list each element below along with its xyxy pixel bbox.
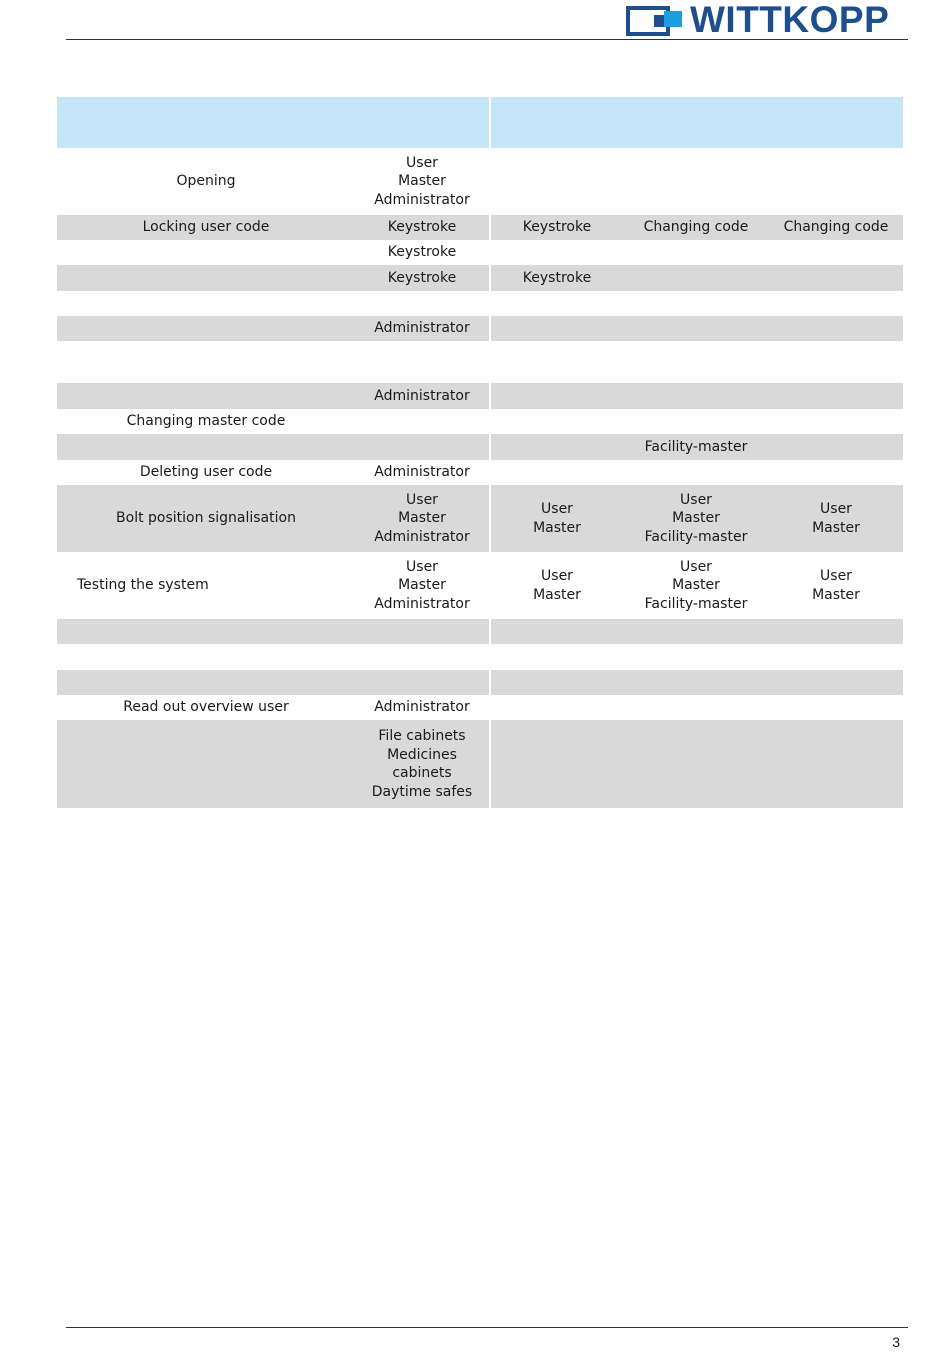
table-row	[57, 316, 903, 341]
table-row	[57, 644, 903, 670]
table-cell	[490, 148, 623, 215]
table-cell	[490, 670, 623, 695]
table-cell	[355, 552, 490, 619]
cell-line: cabinets	[392, 765, 452, 781]
table-row	[57, 215, 903, 240]
table-row	[57, 695, 903, 720]
table-cell	[490, 316, 623, 341]
table-cell	[490, 695, 623, 720]
cell-line: Changing code	[783, 219, 889, 236]
cell-line: Administrator	[374, 191, 470, 208]
cell-line: Master	[398, 510, 446, 527]
table-cell	[355, 215, 490, 240]
table-cell	[355, 434, 490, 460]
table-cell	[769, 316, 903, 341]
feature-table	[57, 97, 904, 808]
cell-line: User	[406, 154, 438, 171]
table-cell	[355, 291, 490, 316]
table-cell	[355, 720, 490, 808]
row-label	[57, 316, 355, 341]
cell-line: Administrator	[374, 320, 470, 337]
cell-line: Administrator	[374, 528, 470, 545]
table-cell	[623, 341, 769, 383]
row-label	[57, 644, 355, 670]
table-cell	[623, 460, 769, 485]
table-cell	[623, 552, 769, 619]
table-cell	[769, 341, 903, 383]
row-label-text: Deleting user code	[139, 464, 273, 481]
cell-line: Administrator	[374, 387, 470, 404]
row-label	[57, 434, 355, 460]
table-cell	[355, 695, 490, 720]
table-row	[57, 460, 903, 485]
row-label-text: Opening	[176, 173, 236, 190]
header-cell	[57, 97, 355, 148]
table-cell	[623, 695, 769, 720]
table-row	[57, 291, 903, 316]
row-label	[57, 215, 355, 240]
header-cell	[623, 97, 769, 148]
table-row	[57, 720, 903, 808]
table-cell	[355, 148, 490, 215]
cell-line: User	[820, 568, 852, 584]
cell-line: Keystroke	[522, 269, 592, 286]
table-cell	[769, 240, 903, 265]
table-cell	[490, 720, 623, 808]
table-cell	[490, 383, 623, 409]
row-label	[57, 720, 355, 808]
header-rule	[66, 39, 908, 40]
logo-text: WITTKOPP	[690, 0, 890, 40]
table-cell	[490, 460, 623, 485]
cell-line: Master	[398, 577, 446, 594]
cell-line: Keystroke	[387, 219, 457, 236]
table-row	[57, 485, 903, 552]
table-cell	[769, 644, 903, 670]
table-cell	[623, 265, 769, 291]
cell-line: Keystroke	[522, 219, 592, 236]
header-cell	[490, 97, 623, 148]
table-cell	[769, 215, 903, 240]
page-number: 3	[892, 1334, 900, 1350]
cell-line: User	[820, 501, 852, 517]
cell-line: Master	[533, 519, 581, 536]
table-cell	[355, 460, 490, 485]
table-cell	[769, 460, 903, 485]
table-cell	[623, 215, 769, 240]
cell-line: Master	[812, 586, 860, 603]
row-label	[57, 670, 355, 695]
table-cell	[623, 409, 769, 434]
table-cell	[490, 291, 623, 316]
cell-line: User	[541, 568, 573, 584]
table-cell	[769, 670, 903, 695]
table-cell	[490, 552, 623, 619]
table-cell	[490, 215, 623, 240]
table-cell	[623, 316, 769, 341]
table-cell	[769, 720, 903, 808]
table-cell	[355, 383, 490, 409]
cell-line: User	[406, 558, 438, 575]
row-label-text: Locking user code	[142, 219, 270, 236]
table-cell	[355, 240, 490, 265]
cell-line: Master	[398, 173, 446, 190]
cell-line: User	[680, 491, 712, 508]
table-row	[57, 552, 903, 619]
row-label	[57, 240, 355, 265]
table-row	[57, 383, 903, 409]
table-cell	[490, 409, 623, 434]
table-row	[57, 434, 903, 460]
logo-mark-icon	[626, 6, 682, 36]
footer-rule	[66, 1327, 908, 1328]
table-row	[57, 148, 903, 215]
cell-line: Facility-master	[644, 438, 748, 455]
cell-line: File cabinets	[378, 728, 466, 744]
table-cell	[623, 434, 769, 460]
cell-line: Administrator	[374, 595, 470, 612]
table-cell	[355, 409, 490, 434]
cell-line: Daytime safes	[371, 783, 473, 800]
table-cell	[769, 409, 903, 434]
table-cell	[623, 383, 769, 409]
row-label	[57, 409, 355, 434]
table-row	[57, 341, 903, 383]
table-cell	[623, 485, 769, 552]
cell-line: Facility-master	[644, 595, 748, 612]
table-cell	[490, 341, 623, 383]
row-label-text: Bolt position signalisation	[116, 510, 296, 527]
header-cell	[769, 97, 903, 148]
cell-line: Changing code	[643, 219, 749, 236]
table-cell	[355, 316, 490, 341]
table-cell	[355, 644, 490, 670]
table-cell	[355, 265, 490, 291]
table-row	[57, 265, 903, 291]
row-label	[57, 291, 355, 316]
table-cell	[769, 695, 903, 720]
cell-line: Medicines	[387, 746, 457, 763]
table-cell	[623, 644, 769, 670]
table-cell	[490, 240, 623, 265]
cell-line: User	[406, 491, 438, 508]
table-cell	[769, 552, 903, 619]
cell-line: Administrator	[374, 464, 470, 481]
table-cell	[769, 434, 903, 460]
table-cell	[490, 265, 623, 291]
table-row	[57, 409, 903, 434]
row-label	[57, 552, 355, 619]
table-cell	[769, 485, 903, 552]
cell-line: User	[680, 558, 712, 575]
table-cell	[769, 619, 903, 644]
table-cell	[623, 148, 769, 215]
cell-line: Master	[812, 519, 860, 536]
table-cell	[490, 619, 623, 644]
table-cell	[355, 619, 490, 644]
table-cell	[623, 291, 769, 316]
cell-line: Administrator	[374, 699, 470, 716]
table-cell	[355, 485, 490, 552]
row-label-text: Testing the system	[77, 577, 209, 594]
table-cell	[490, 485, 623, 552]
cell-line: Keystroke	[387, 244, 457, 261]
cell-line: Master	[672, 510, 720, 527]
cell-line: Master	[533, 586, 581, 603]
cell-line: Keystroke	[387, 269, 457, 286]
table-cell	[623, 720, 769, 808]
cell-line: Facility-master	[644, 528, 748, 545]
table-cell	[769, 383, 903, 409]
table-cell	[623, 240, 769, 265]
table-cell	[490, 434, 623, 460]
header-cell	[355, 97, 490, 148]
table-row	[57, 240, 903, 265]
table-header-row	[57, 97, 903, 148]
table-row	[57, 619, 903, 644]
row-label	[57, 265, 355, 291]
row-label-text: Read out overview user	[123, 699, 289, 716]
row-label	[57, 148, 355, 215]
table-cell	[623, 619, 769, 644]
table-cell	[769, 265, 903, 291]
table-cell	[769, 148, 903, 215]
row-label	[57, 383, 355, 409]
table-cell	[490, 644, 623, 670]
cell-line: User	[541, 501, 573, 517]
table-row	[57, 670, 903, 695]
row-label	[57, 485, 355, 552]
row-label-text: Changing master code	[126, 413, 286, 430]
row-label	[57, 619, 355, 644]
row-label	[57, 695, 355, 720]
cell-line: Master	[672, 577, 720, 594]
table-cell	[355, 341, 490, 383]
row-label	[57, 341, 355, 383]
table-cell	[355, 670, 490, 695]
table-cell	[623, 670, 769, 695]
row-label	[57, 460, 355, 485]
table-cell	[769, 291, 903, 316]
